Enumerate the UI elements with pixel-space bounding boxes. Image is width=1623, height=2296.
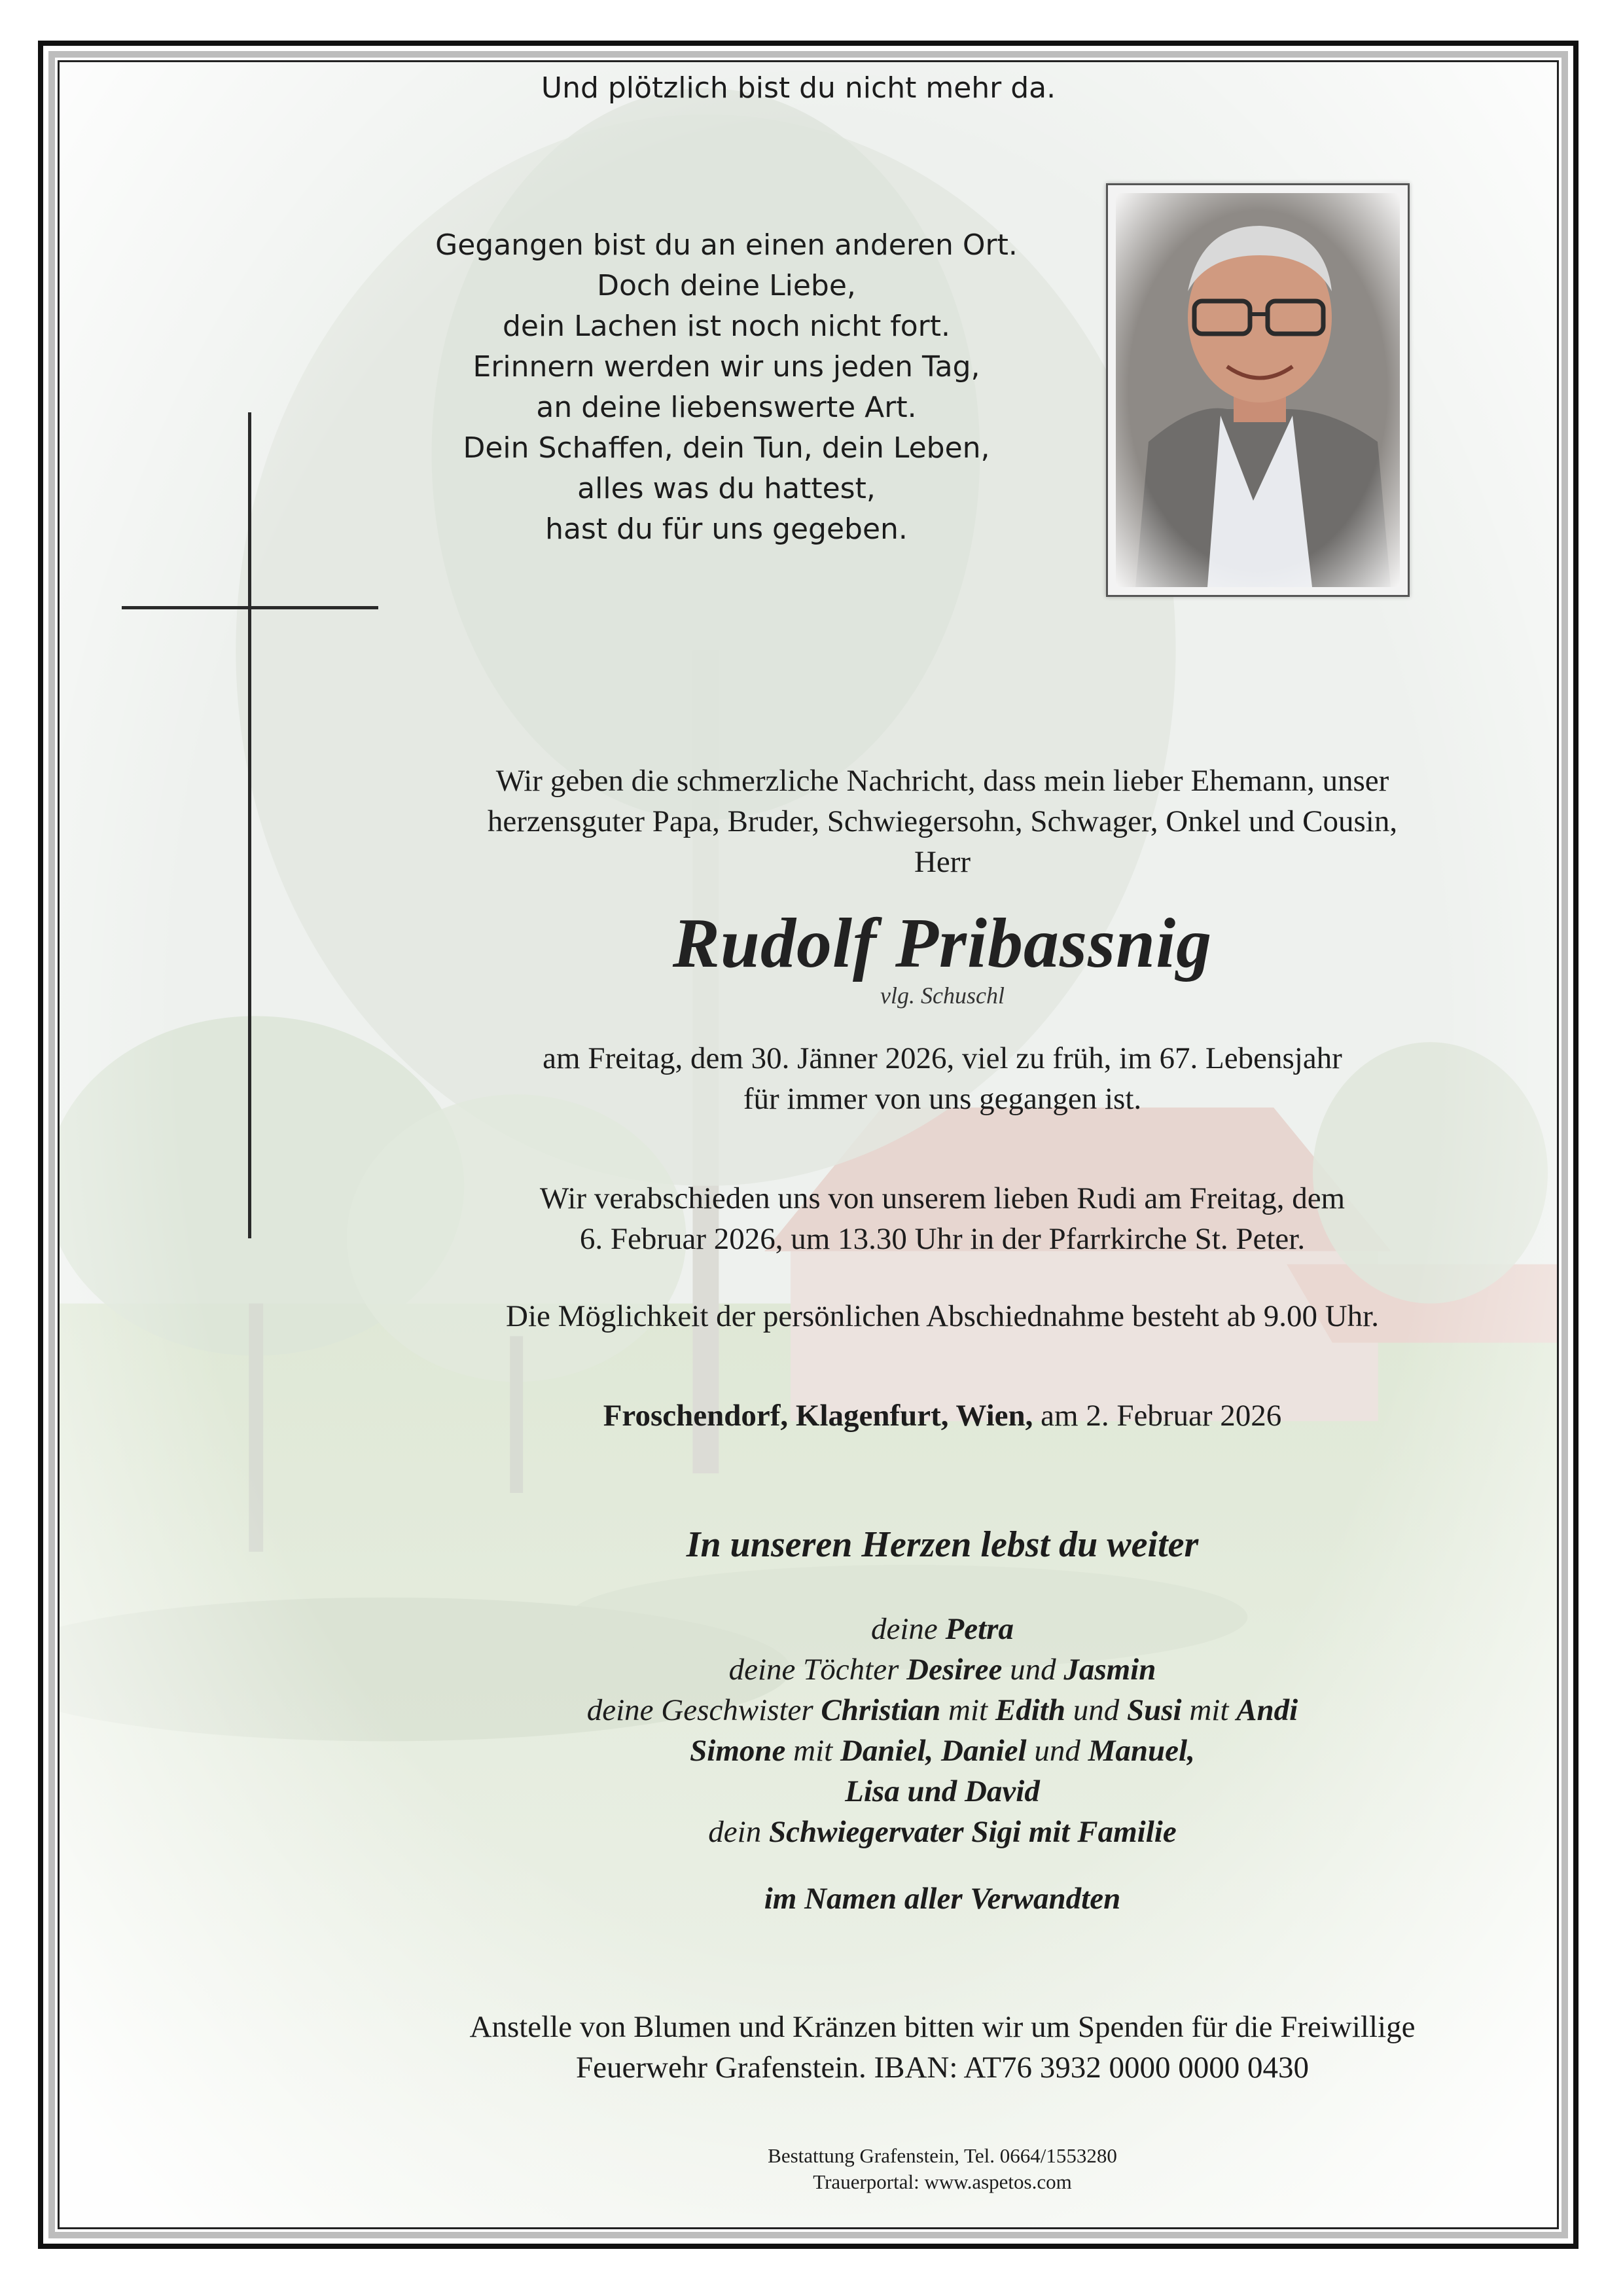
poem-line: alles was du hattest, <box>577 472 876 505</box>
donation-request <box>366 2007 1518 2088</box>
motto: In unseren Herzen lebst du weiter <box>686 1524 1199 1565</box>
death-line: am Freitag, dem 30. Jänner 2026, viel zu früh, im 67. Lebensjahr <box>543 1041 1342 1075</box>
death-line: für immer von uns gegangen ist. <box>743 1082 1142 1116</box>
poem-line: Erinnern werden wir uns jeden Tag, <box>473 350 980 384</box>
funeral-info <box>366 1178 1518 1259</box>
funeral-line: 6. Februar 2026, um 13.30 Uhr in der Pfarrkirche St. Peter. <box>579 1222 1306 1256</box>
mourner-line: dein Schwiegervater Sigi mit Familie <box>708 1815 1177 1849</box>
announcement-line: herzensguter Papa, Bruder, Schwiegersohn, Schwager, Onkel und Cousin, <box>487 804 1398 838</box>
mourner-line: deine Petra <box>871 1612 1014 1646</box>
undertaker-contact: Bestattung Grafenstein, Tel. 0664/1553280 <box>768 2144 1117 2167</box>
poem-line: an deine liebenswerte Art. <box>536 391 917 424</box>
poem-line: Doch deine Liebe, <box>597 269 856 302</box>
poem-stanza <box>366 225 1086 550</box>
deceased-nickname: vlg. Schuschl <box>880 982 1005 1009</box>
funeral-line: Wir verabschieden uns von unserem lieben Rudi am Freitag, dem <box>539 1181 1346 1215</box>
memorial-portal: Trauerportal: www.aspetos.com <box>813 2170 1072 2193</box>
death-notice <box>366 1038 1518 1119</box>
mourner-line: deine Geschwister Christian mit Edith und Susi mit Andi <box>586 1693 1298 1727</box>
deceased-name: Rudolf Pribassnig <box>672 905 1213 982</box>
poem-line: hast du für uns gegeben. <box>545 512 908 546</box>
poem-line: Gegangen bist du an einen anderen Ort. <box>435 228 1018 262</box>
donation-line: Feuerwehr Grafenstein. IBAN: AT76 3932 0000 0000 0430 <box>576 2051 1309 2085</box>
mourners-list <box>366 1609 1518 1852</box>
notice-date: am 2. Februar 2026 <box>1041 1399 1282 1433</box>
poem-top-line: Und plötzlich bist du nicht mehr da. <box>541 71 1056 105</box>
poem-line: Dein Schaffen, dein Tun, dein Leben, <box>463 431 990 465</box>
donation-line: Anstelle von Blumen und Kränzen bitten wir um Spenden für die Freiwillige <box>469 2010 1416 2044</box>
announcement-line: Wir geben die schmerzliche Nachricht, dass mein lieber Ehemann, unser <box>495 764 1389 798</box>
place-date <box>366 1395 1518 1436</box>
footer <box>563 2143 1322 2195</box>
announcement <box>366 761 1518 882</box>
mourner-line: Lisa und David <box>845 1774 1040 1808</box>
mourner-line: Simone mit Daniel, Daniel und Manuel, <box>690 1734 1195 1768</box>
poem-line: dein Lachen ist noch nicht fort. <box>502 310 951 343</box>
mourner-line: deine Töchter Desiree und Jasmin <box>728 1653 1156 1687</box>
announcement-line: Herr <box>914 845 971 879</box>
farewell-info: Die Möglichkeit der persönlichen Abschiednahme besteht ab 9.00 Uhr. <box>506 1299 1379 1333</box>
place-names: Froschendorf, Klagenfurt, Wien, <box>603 1399 1033 1433</box>
closing-line: im Namen aller Verwandten <box>764 1882 1121 1916</box>
